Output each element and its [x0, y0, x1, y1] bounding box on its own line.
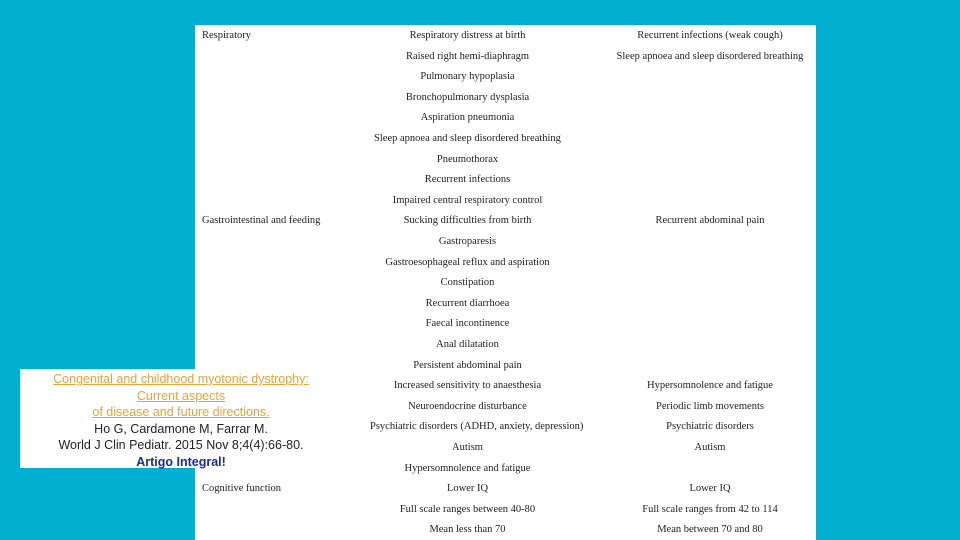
table-cell-c3: Recurrent abdominal pain [655, 215, 765, 227]
table-cell-c2: Full scale ranges between 40-80 [399, 503, 536, 515]
table-row [195, 295, 816, 315]
table-cell-c2: Pneumothorax [436, 153, 499, 165]
table-row [195, 480, 816, 500]
table-row [195, 192, 816, 212]
article-authors: Ho G, Cardamone M, Farrar M. [94, 421, 268, 436]
table-cell-c2: Persistent abdominal pain [413, 359, 522, 371]
table-cell-c2: Bronchopulmonary dysplasia [405, 91, 530, 103]
table-cell-c2: Autism [452, 442, 483, 453]
table-cell-c1: Gastrointestinal and feeding [202, 215, 321, 227]
table-cell-c2: Sleep apnoea and sleep disordered breathing [374, 133, 561, 144]
citation-box [20, 369, 342, 468]
table-row [195, 501, 816, 521]
table-row [195, 254, 816, 274]
table-cell-c3: Hypersomnolence and fatigue [647, 380, 773, 392]
table-cell-c2: Mean less than 70 [429, 524, 506, 536]
table-cell-c2: Recurrent infections [424, 174, 511, 186]
table-cell-c1: Cognitive function [202, 483, 282, 495]
table-cell-c3: Autism [694, 442, 726, 453]
table-cell-c2: Impaired central respiratory control [392, 194, 543, 206]
article-title-link-line-1[interactable]: Congenital and childhood myotonic dystrophy: [53, 372, 309, 386]
table-cell-c3: Recurrent infections (weak cough) [637, 30, 783, 41]
article-journal: World J Clin Pediatr. 2015 Nov 8;4(4):66-80. [58, 438, 304, 452]
table-row [195, 521, 816, 540]
table-cell-c1: Respiratory [202, 30, 251, 41]
table-row [195, 109, 816, 129]
table-cell-c2: Hypersomnolence and fatigue [404, 462, 531, 474]
table-cell-c3: Full scale ranges from 42 to 114 [642, 503, 778, 515]
table-cell-c2: Gastroesophageal reflux and aspiration [385, 256, 550, 268]
table-cell-c3: Lower IQ [689, 483, 731, 495]
table-cell-c2: Pulmonary hypoplasia [420, 71, 515, 83]
table-row [195, 130, 816, 150]
table-cell-c2: Raised right hemi-diaphragm [405, 50, 530, 62]
table-cell-c3: Psychiatric disorders [666, 421, 754, 433]
table-cell-c2: Faecal incontinence [425, 318, 510, 330]
table-row [195, 233, 816, 253]
table-cell-c3: Periodic limb movements [656, 400, 764, 412]
table-cell-c2: Sucking difficulties from birth [403, 215, 532, 227]
table-cell-c2: Constipation [440, 277, 495, 289]
article-title-link-line-2[interactable]: Current aspects [136, 388, 226, 403]
table-cell-c2: Recurrent diarrhoea [425, 297, 510, 309]
table-row [195, 274, 816, 294]
table-cell-c2: Anal dilatation [436, 339, 499, 350]
table-cell-c3: Sleep apnoea and sleep disordered breathing [616, 50, 804, 62]
full-text-link[interactable]: Artigo Integral! [136, 454, 226, 469]
table-cell-c2: Psychiatric disorders (ADHD, anxiety, depression) [370, 421, 584, 433]
table-row [195, 212, 816, 232]
table-row [195, 48, 816, 68]
table-cell-c2: Lower IQ [446, 483, 489, 495]
table-cell-c2: Aspiration pneumonia [420, 112, 515, 124]
table-row [195, 89, 816, 109]
table-cell-c2: Respiratory distress at birth [409, 30, 526, 41]
table-row [195, 27, 816, 47]
table-row [195, 68, 816, 88]
article-title-link-line-3[interactable]: of disease and future directions. [92, 405, 270, 419]
table-row [195, 315, 816, 335]
table-cell-c2: Gastroparesis [438, 236, 497, 247]
table-cell-c3: Mean between 70 and 80 [657, 524, 763, 536]
table-row [195, 336, 816, 356]
table-row [195, 151, 816, 171]
table-row [195, 171, 816, 191]
table-cell-c2: Increased sensitivity to anaesthesia [393, 380, 542, 392]
table-cell-c2: Neuroendocrine disturbance [408, 400, 527, 412]
